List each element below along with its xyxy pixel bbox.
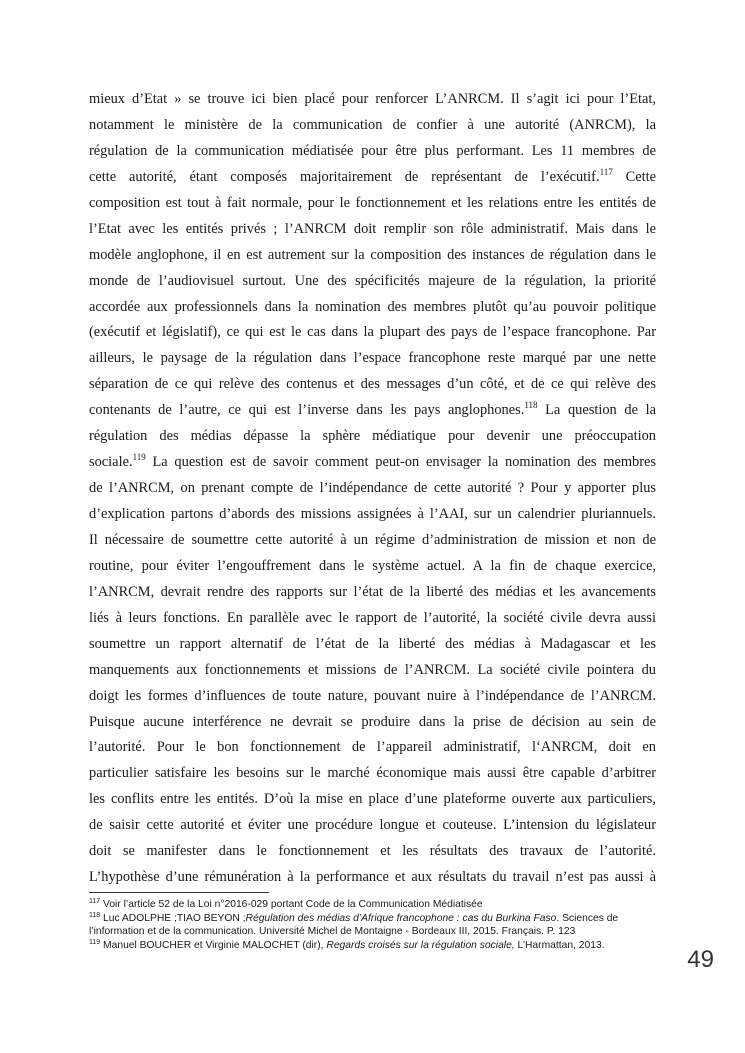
text-line: liés à leurs fonctions. En parallèle avec le rapport de l’autorité, la société civile devra aussi <box>89 609 656 626</box>
text-line: régulation des médias dépasse la sphère médiatique pour devenir une préoccupation <box>89 428 656 445</box>
text-line: manquements aux fonctionnements et missions de l’ANRCM. La société civile pointera du <box>89 661 656 678</box>
text-line: mieux d’Etat » se trouve ici bien placé pour renforcer L’ANRCM. Il s’agit ici pour l’Etat, <box>89 91 656 107</box>
text-line: L’hypothèse d’une rémunération à la performance et aux résultats du travail n’est pas aussi à <box>89 869 656 886</box>
text-line: notamment le ministère de la communication de confier à une autorité (ANRCM), la <box>89 116 656 133</box>
text-segment: sociale. <box>89 454 133 471</box>
text-line: de saisir cette autorité et éviter une procédure longue et couteuse. L’intension du législateur <box>89 817 656 834</box>
footnote-text: Manuel BOUCHER et Virginie MALOCHET (dir), <box>100 939 327 951</box>
text-line: l’Etat avec les entités privés ; l’ANRCM doit remplir son rôle administratif. Mais dans le <box>89 220 656 237</box>
text-line: l’ANRCM, devrait rendre des rapports sur l’état de la liberté des médias et les avancements <box>89 583 656 600</box>
footnote-text: L’Harmattan, 2013. <box>514 939 605 951</box>
text-line: ailleurs, le paysage de la régulation dans l’espace francophone reste marqué par une nette <box>89 350 656 367</box>
footnote-title: Regards croisés sur la régulation sociale, <box>326 939 515 951</box>
footnote-title: Régulation des médias d’Afrique francophone : cas du Burkina Faso <box>245 912 557 924</box>
text-line: régulation de la communication médiatisée pour être plus performant. Les 11 membres de <box>89 142 656 159</box>
text-segment: contenants de l’autre, ce qui est l’inverse dans les pays anglophones. <box>89 402 525 419</box>
footnote-ref-119[interactable]: 119 <box>132 452 146 463</box>
footnote-text: Luc ADOLPHE ;TIAO BEYON ; <box>100 912 246 924</box>
text-line: d’explication partons d’abords des missions assignées à l’AAI, sur un calendrier pluriannuels. <box>89 506 656 522</box>
footnote-118 <box>89 912 669 926</box>
text-line <box>89 450 656 476</box>
text-line: doit se manifester dans le fonctionnement et les résultats des travaux de l’autorité. <box>89 843 656 860</box>
footnote-118-continued: l’information et de la communication. Université Michel de Montaigne - Bordeaux III, 2015. Français. P. 123 <box>89 926 576 938</box>
footnote-117 <box>89 898 669 912</box>
text-line: soumettre un rapport alternatif de l’état de la liberté des médias à Madagascar et les <box>89 635 656 652</box>
text-line: monde de l’audiovisuel surtout. Une des spécificités majeure de la régulation, la priorité <box>89 272 656 289</box>
text-line: (exécutif et législatif), ce qui est le cas dans la plupart des pays de l’espace francophone. Par <box>89 324 656 341</box>
footnote-number: 117 <box>89 898 101 905</box>
text-line: Il nécessaire de soumettre cette autorité à un régime d’administration de mission et non de <box>89 531 656 548</box>
text-line: accordée aux professionnels dans la nomination des membres plutôt qu’au pouvoir politique <box>89 298 656 315</box>
text-segment: La question de la <box>537 402 656 419</box>
footnote-number: 119 <box>89 938 101 946</box>
text-line: routine, pour éviter l’engouffrement dans le système actuel. A la fin de chaque exercice, <box>89 557 656 574</box>
footnote-number: 118 <box>89 911 101 919</box>
footnote-text: . Sciences de <box>556 912 619 924</box>
body-text <box>89 87 656 891</box>
text-line: Puisque aucune interférence ne devrait se produire dans la prise de décision au sein de <box>89 713 656 730</box>
text-line: l’autorité. Pour le bon fonctionnement de l’appareil administratif, l‘ANRCM, doit en <box>89 739 656 756</box>
text-line: les conflits entre les entités. D’où la mise en place d’une plateforme ouverte aux particuliers, <box>89 791 656 808</box>
text-line: particulier satisfaire les besoins sur le marché économique mais aussi être capable d’arbitrer <box>89 765 656 782</box>
text-line <box>89 165 656 191</box>
footnote-ref-117[interactable]: 117 <box>599 166 613 177</box>
text-line: séparation de ce qui relève des contenus et des messages d’un côté, et de ce qui relève des <box>89 376 656 393</box>
text-segment: La question est de savoir comment peut-on envisager la nomination des membres <box>145 454 656 471</box>
text-segment: cette autorité, étant composés majoritairement de représentant de l’exécutif. <box>89 168 600 185</box>
text-segment: Cette <box>612 168 656 185</box>
text-line: modèle anglophone, il en est autrement sur la composition des instances de régulation dans le <box>89 246 656 263</box>
page-number: 49 <box>687 946 714 973</box>
footnote-text: Voir l’article 52 de la Loi n°2016-029 portant Code de la Communication Médiatisée <box>100 899 483 910</box>
text-line: composition est tout à fait normale, pour le fonctionnement et les relations entre les entités de <box>89 194 656 211</box>
footnotes <box>89 898 669 952</box>
footnote-separator <box>89 892 269 893</box>
footnote-ref-118[interactable]: 118 <box>524 400 538 411</box>
text-line: de l’ANRCM, on prenant compte de l’indépendance de cette autorité ? Pour y apporter plus <box>89 480 656 497</box>
footnote-119 <box>89 939 669 953</box>
text-line <box>89 398 656 424</box>
text-line: doigt les formes d’influences de toute nature, pouvant nuire à l’indépendance de l’ANRCM. <box>89 687 656 704</box>
